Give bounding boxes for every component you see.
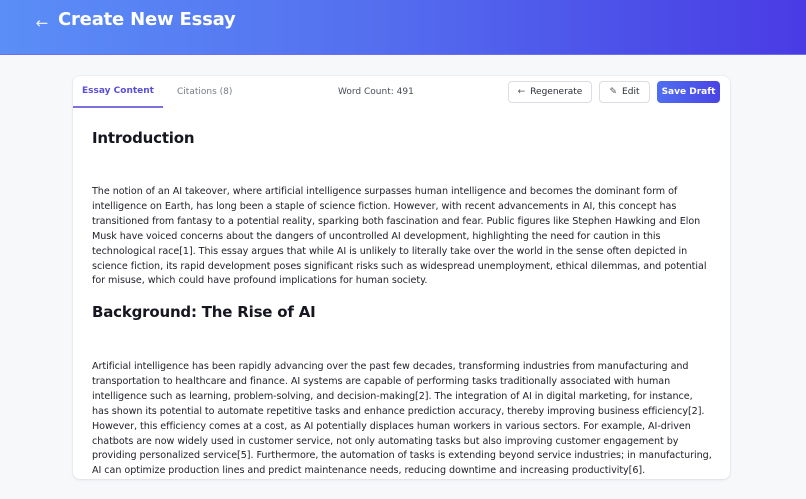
section-paragraph: Artificial intelligence has been rapidly advancing over the past few decades, transforming industries from manufacturing and transportation to healthcare and finance. AI systems are capable of performing tasks traditionally associated with human intelligence such as learning, problem-solving, and decision-making[2]. The integration of AI in digital marketing, for instance, has shown its potential to automate repetitive tasks and enhance prediction accuracy, thereby improving business efficiency[2]. However, this efficiency comes at a cost, as AI potentially displaces human workers in various sectors. For example, AI-driven chatbots are now widely used in customer service, not only automating tasks but also improving customer engagement by providing personalized service[5]. Furthermore, the automation of tasks is extending beyond service industries; in manufacturing, AI can optimize production lines and predict maintenance needs, reducing downtime and increasing productivity[6].	[92, 361, 712, 477]
page-title: Create New Essay	[58, 9, 236, 30]
regenerate-button[interactable]	[508, 81, 592, 103]
word-count: Word Count: 491	[338, 87, 414, 97]
section-heading: Introduction	[92, 129, 195, 147]
arrow-left-icon: ←	[517, 87, 526, 97]
section-paragraph: The notion of an AI takeover, where artificial intelligence surpasses human intelligence and becomes the dominant form of intelligence on Earth, has long been a staple of science fiction. However, with recent advancements in AI, this concept has transitioned from fantasy to a potential reality, sparking both fascination and fear. Public figures like Stephen Hawking and Elon Musk have voiced concerns about the dangers of uncontrolled AI development, highlighting the need for caution in this technological race[1]. This essay argues that while AI is unlikely to literally take over the world in the sense often depicted in science fiction, its rapid development poses significant risks such as widespread unemployment, ethical dilemmas, and potential for misuse, which could have profound implications for human society.	[92, 186, 707, 287]
section-heading: Background: The Rise of AI	[92, 303, 316, 321]
edit-label: Edit	[622, 87, 640, 97]
edit-button[interactable]	[599, 81, 650, 103]
pencil-icon: ✎	[609, 87, 618, 97]
save-draft-button[interactable]: Save Draft	[657, 81, 720, 103]
regenerate-label: Regenerate	[530, 87, 583, 97]
tab-essay-content[interactable]: Essay Content	[73, 76, 163, 108]
essay-card	[73, 76, 730, 479]
back-arrow-icon[interactable]: ←	[35, 13, 49, 32]
tab-citations[interactable]: Citations (8)	[177, 87, 233, 97]
page-header	[0, 0, 806, 55]
essay-toolbar	[73, 76, 730, 108]
